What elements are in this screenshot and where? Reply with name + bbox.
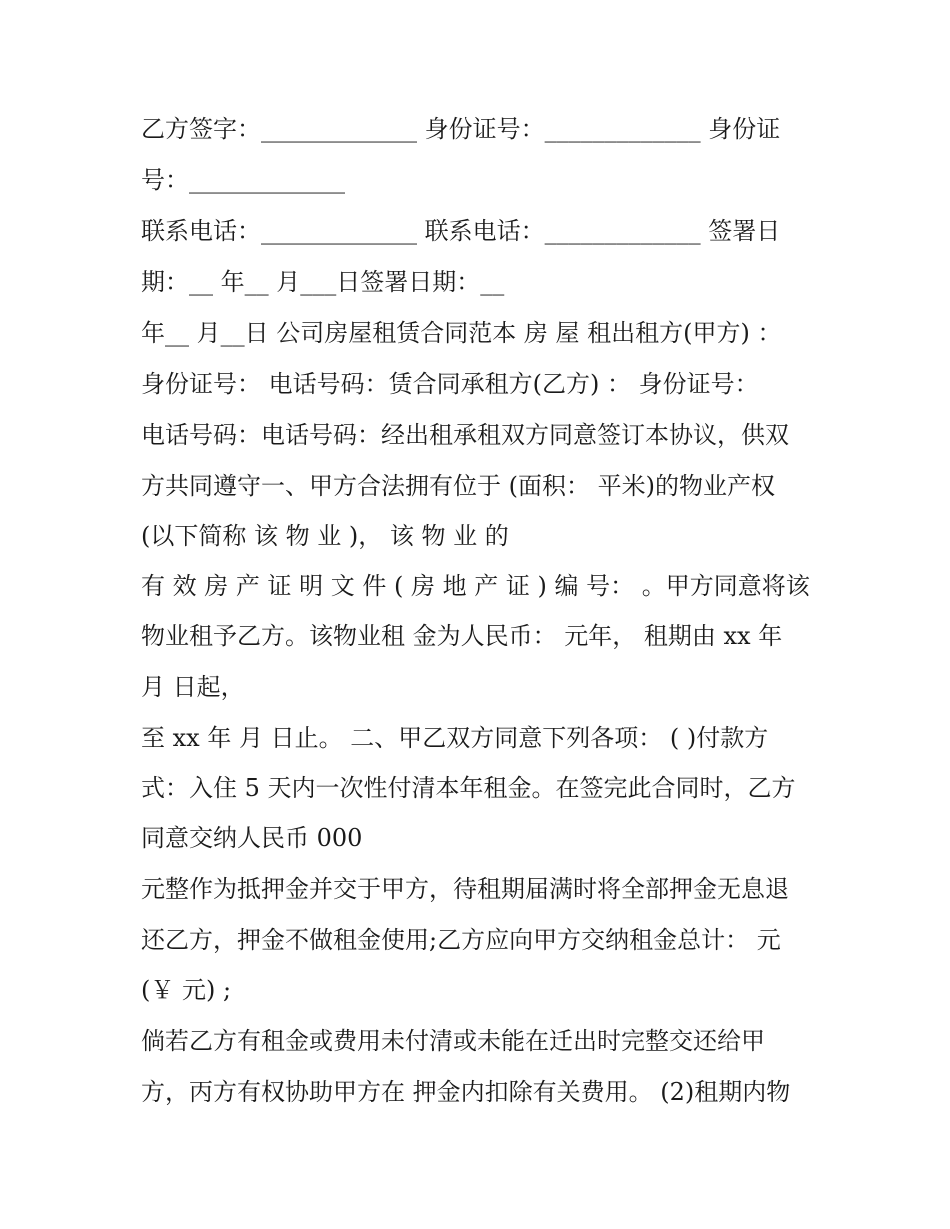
text-line: (以下简称 该 物 业 )， 该 物 业 的 (141, 522, 509, 550)
text-line: 月 日起， (141, 673, 245, 701)
text-line: 方共同遵守一、甲方合法拥有位于 (面积： 平米)的物业产权 (141, 472, 775, 500)
text-line: 至 xx 年 月 日止。 二、甲乙双方同意下列各项： ( )付款方 (141, 724, 769, 752)
text-line: 同意交纳人民币 000 (141, 824, 363, 852)
text-line: 期：__ 年__ 月___日签署日期：__ (141, 268, 505, 296)
text-line: 年__ 月__日 公司房屋租赁合同范本 房 屋 租出租方(甲方) ： (141, 319, 782, 347)
text-line: 有 效 房 产 证 明 文 件 ( 房 地 产 证 ) 编 号： 。甲方同意将该 (141, 572, 810, 600)
text-line: (￥ 元) ; (141, 976, 232, 1004)
text-line: 身份证号： 电话号码：赁合同承租方(乙方) ： 身份证号： (141, 370, 759, 398)
text-line: 元整作为抵押金并交于甲方，待租期届满时将全部押金无息退 (141, 875, 789, 903)
text-line: 联系电话：_____________ 联系电话：_____________ 签署日 (141, 217, 781, 245)
text-line: 物业租予乙方。该物业租 金为人民币： 元年， 租期由 xx 年 (141, 622, 783, 650)
text-line: 号：_____________ (141, 166, 345, 194)
text-line: 式：入住 5 天内一次性付清本年租金。在签完此合同时，乙方 (141, 774, 796, 802)
text-line: 电话号码：电话号码：经出租承租双方同意签订本协议，供双 (141, 421, 789, 449)
text-line: 还乙方，押金不做租金使用;乙方应向甲方交纳租金总计： 元 (141, 926, 781, 954)
text-line: 方，丙方有权协助甲方在 押金内扣除有关费用。 (2)租期内物 (141, 1078, 791, 1106)
text-line: 倘若乙方有租金或费用未付清或未能在迁出时完整交还给甲 (141, 1027, 765, 1055)
text-line: 乙方签字：_____________ 身份证号：_____________ 身份证 (141, 115, 781, 143)
